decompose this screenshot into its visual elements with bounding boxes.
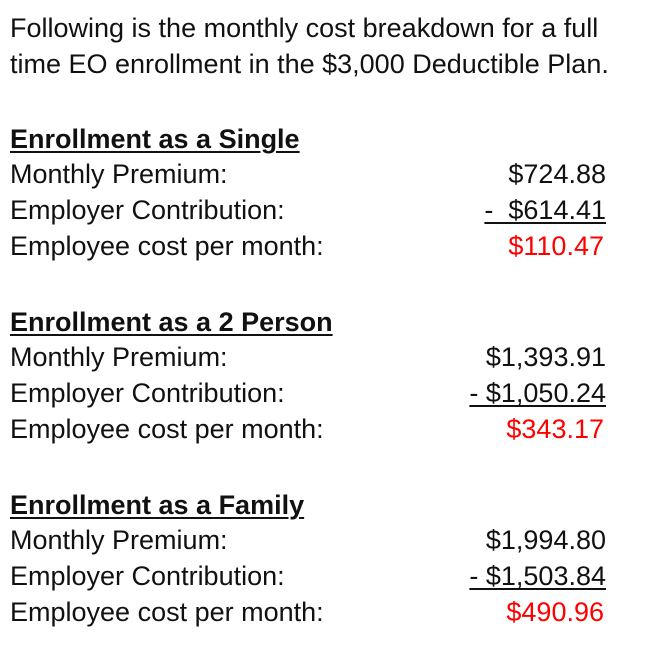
row-employer-contribution <box>10 375 610 411</box>
section-heading-family: Enrollment as a Family <box>10 490 305 520</box>
row-label: Employee cost per month: <box>10 597 324 627</box>
row-value: $1,994.80 <box>485 525 606 555</box>
row-employer-contribution <box>10 192 610 228</box>
row-value: - $1,050.24 <box>469 378 606 408</box>
row-label: Employer Contribution: <box>10 378 285 408</box>
section-family <box>10 488 610 630</box>
row-label: Employee cost per month: <box>10 231 324 261</box>
row-employee-cost <box>10 228 610 264</box>
row-monthly-premium <box>10 156 610 192</box>
row-employee-cost <box>10 594 610 630</box>
row-value-employee-cost: $343.17 <box>506 414 604 444</box>
row-employer-contribution <box>10 558 610 594</box>
section-single <box>10 122 610 264</box>
row-value-employee-cost: $490.96 <box>506 597 604 627</box>
row-label: Monthly Premium: <box>10 525 228 555</box>
section-heading-single: Enrollment as a Single <box>10 124 300 154</box>
row-label: Monthly Premium: <box>10 159 228 189</box>
row-value: $724.88 <box>508 159 606 189</box>
section-2-person <box>10 305 610 447</box>
row-monthly-premium <box>10 522 610 558</box>
row-label: Employer Contribution: <box>10 195 285 225</box>
row-value: - $1,503.84 <box>469 561 606 591</box>
row-employee-cost <box>10 411 610 447</box>
row-value: - $614.41 <box>484 195 606 225</box>
row-value: $1,393.91 <box>485 342 606 372</box>
row-label: Employee cost per month: <box>10 414 324 444</box>
row-value-employee-cost: $110.47 <box>508 231 604 261</box>
row-label: Monthly Premium: <box>10 342 228 372</box>
section-heading-2-person: Enrollment as a 2 Person <box>10 307 333 337</box>
row-monthly-premium <box>10 339 610 375</box>
row-label: Employer Contribution: <box>10 561 285 591</box>
intro-text: Following is the monthly cost breakdown for a full time EO enrollment in the $3,000 Deductible Plan. <box>10 13 609 79</box>
